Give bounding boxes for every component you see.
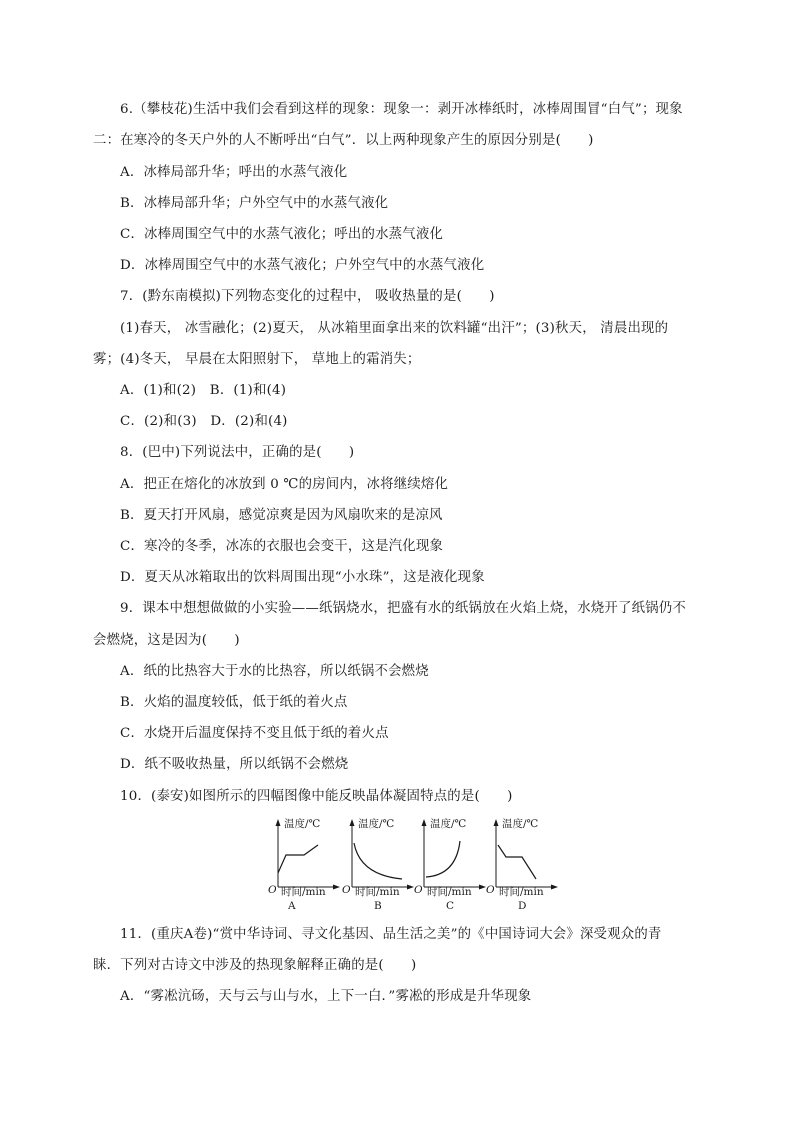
question-8-option-b: B．夏天打开风扇，感觉凉爽是因为风扇吹来的是凉风 bbox=[120, 508, 443, 523]
graph-panel-b bbox=[340, 815, 410, 915]
curve-a bbox=[278, 845, 318, 873]
origin-label: O bbox=[342, 884, 351, 896]
question-7-options-cd: C．(2)和(3) D．(2)和(4) bbox=[120, 414, 288, 429]
x-axis-label: 时间/min bbox=[499, 886, 544, 898]
graph-panel-c bbox=[412, 815, 482, 915]
y-axis-arrow bbox=[276, 819, 281, 826]
question-6-option-c: C．冰棒周围空气中的水蒸气液化；呼出的水蒸气液化 bbox=[120, 227, 444, 242]
y-axis-label: 温度/℃ bbox=[502, 818, 539, 830]
y-axis-arrow bbox=[350, 819, 355, 826]
y-axis-label: 温度/℃ bbox=[430, 818, 467, 830]
panel-label-a: A bbox=[288, 900, 296, 912]
x-axis-label: 时间/min bbox=[355, 886, 400, 898]
question-6-option-b: B．冰棒局部升华；户外空气中的水蒸气液化 bbox=[120, 196, 389, 211]
question-8-option-c: C．寒冷的冬季，冰冻的衣服也会变干，这是汽化现象 bbox=[120, 539, 444, 554]
question-11-line-2: 睐．下列对古诗文中涉及的热现象解释正确的是( ) bbox=[93, 958, 417, 973]
origin-label: O bbox=[268, 884, 277, 896]
y-axis-label: 温度/℃ bbox=[284, 818, 321, 830]
question-10-line-1: 10．(泰安)如图所示的四幅图像中能反映晶体凝固特点的是( ) bbox=[120, 789, 513, 804]
question-7-options-ab: A．(1)和(2) B．(1)和(4) bbox=[120, 383, 287, 398]
y-axis-arrow bbox=[422, 819, 427, 826]
question-6-option-d: D．冰棒周围空气中的水蒸气液化；户外空气中的水蒸气液化 bbox=[120, 258, 485, 273]
question-8-option-a: A．把正在熔化的冰放到 0 ℃的房间内，冰将继续熔化 bbox=[120, 477, 449, 492]
question-6-line-2: 二：在寒冷的冬天户外的人不断呼出“白气”．以上两种现象产生的原因分别是( ) bbox=[93, 133, 594, 148]
x-axis-arrow bbox=[551, 885, 558, 890]
curve-d bbox=[498, 845, 536, 879]
panel-label-c: C bbox=[446, 900, 455, 912]
x-axis-label: 时间/min bbox=[281, 886, 326, 898]
question-9-option-d: D．纸不吸收热量，所以纸锅不会燃烧 bbox=[120, 757, 349, 772]
curve-b bbox=[354, 843, 402, 879]
question-11-line-1: 11．(重庆A卷)“赏中华诗词、寻文化基因、品生活之美”的《中国诗词大会》深受观众的青 bbox=[120, 927, 662, 942]
panel-label-b: B bbox=[374, 900, 382, 912]
panel-label-d: D bbox=[518, 900, 527, 912]
question-6-line-1: 6.（攀枝花)生活中我们会看到这样的现象：现象一：剥开冰棒纸时，冰棒周围冒“白气”；现象 bbox=[120, 102, 683, 117]
origin-label: O bbox=[486, 884, 495, 896]
question-6-option-a: A．冰棒局部升华；呼出的水蒸气液化 bbox=[120, 165, 348, 180]
question-9-option-b: B．火焰的温度较低，低于纸的着火点 bbox=[120, 695, 348, 710]
question-9-line-2: 会燃烧，这是因为( ) bbox=[93, 633, 240, 648]
y-axis-label: 温度/℃ bbox=[358, 818, 395, 830]
question-9-option-c: C．水烧开后温度保持不变且低于纸的着火点 bbox=[120, 726, 389, 741]
curve-c bbox=[426, 841, 460, 877]
question-7-line-3: 雾；(4)冬天， 早晨在太阳照射下， 草地上的霜消失； bbox=[93, 352, 421, 367]
temperature-time-graphs bbox=[266, 815, 556, 915]
question-7-line-2: (1)春天， 冰雪融化；(2)夏天， 从冰箱里面拿出来的饮料罐“出汗”；(3)秋天， 清晨出现的 bbox=[120, 321, 669, 336]
question-9-option-a: A．纸的比热容大于水的比热容，所以纸锅不会燃烧 bbox=[120, 664, 429, 679]
question-7-line-1: 7．(黔东南模拟)下列物态变化的过程中， 吸收热量的是( ) bbox=[120, 289, 495, 304]
x-axis-arrow bbox=[333, 885, 340, 890]
graph-panel-d bbox=[484, 815, 554, 915]
question-11-option-a: A．“雾凇沆砀，天与云与山与水，上下一白．”雾凇的形成是升华现象 bbox=[120, 989, 532, 1004]
question-8-line-1: 8．(巴中)下列说法中，正确的是( ) bbox=[120, 445, 355, 460]
y-axis-arrow bbox=[494, 819, 499, 826]
graph-panel-a bbox=[266, 815, 336, 915]
origin-label: O bbox=[414, 884, 423, 896]
question-8-option-d: D．夏天从冰箱取出的饮料周围出现“小水珠”，这是液化现象 bbox=[120, 570, 485, 585]
x-axis-label: 时间/min bbox=[427, 886, 472, 898]
question-9-line-1: 9．课本中想想做做的小实验——纸锅烧水，把盛有水的纸锅放在火焰上烧，水烧开了纸锅仍不 bbox=[120, 601, 686, 616]
